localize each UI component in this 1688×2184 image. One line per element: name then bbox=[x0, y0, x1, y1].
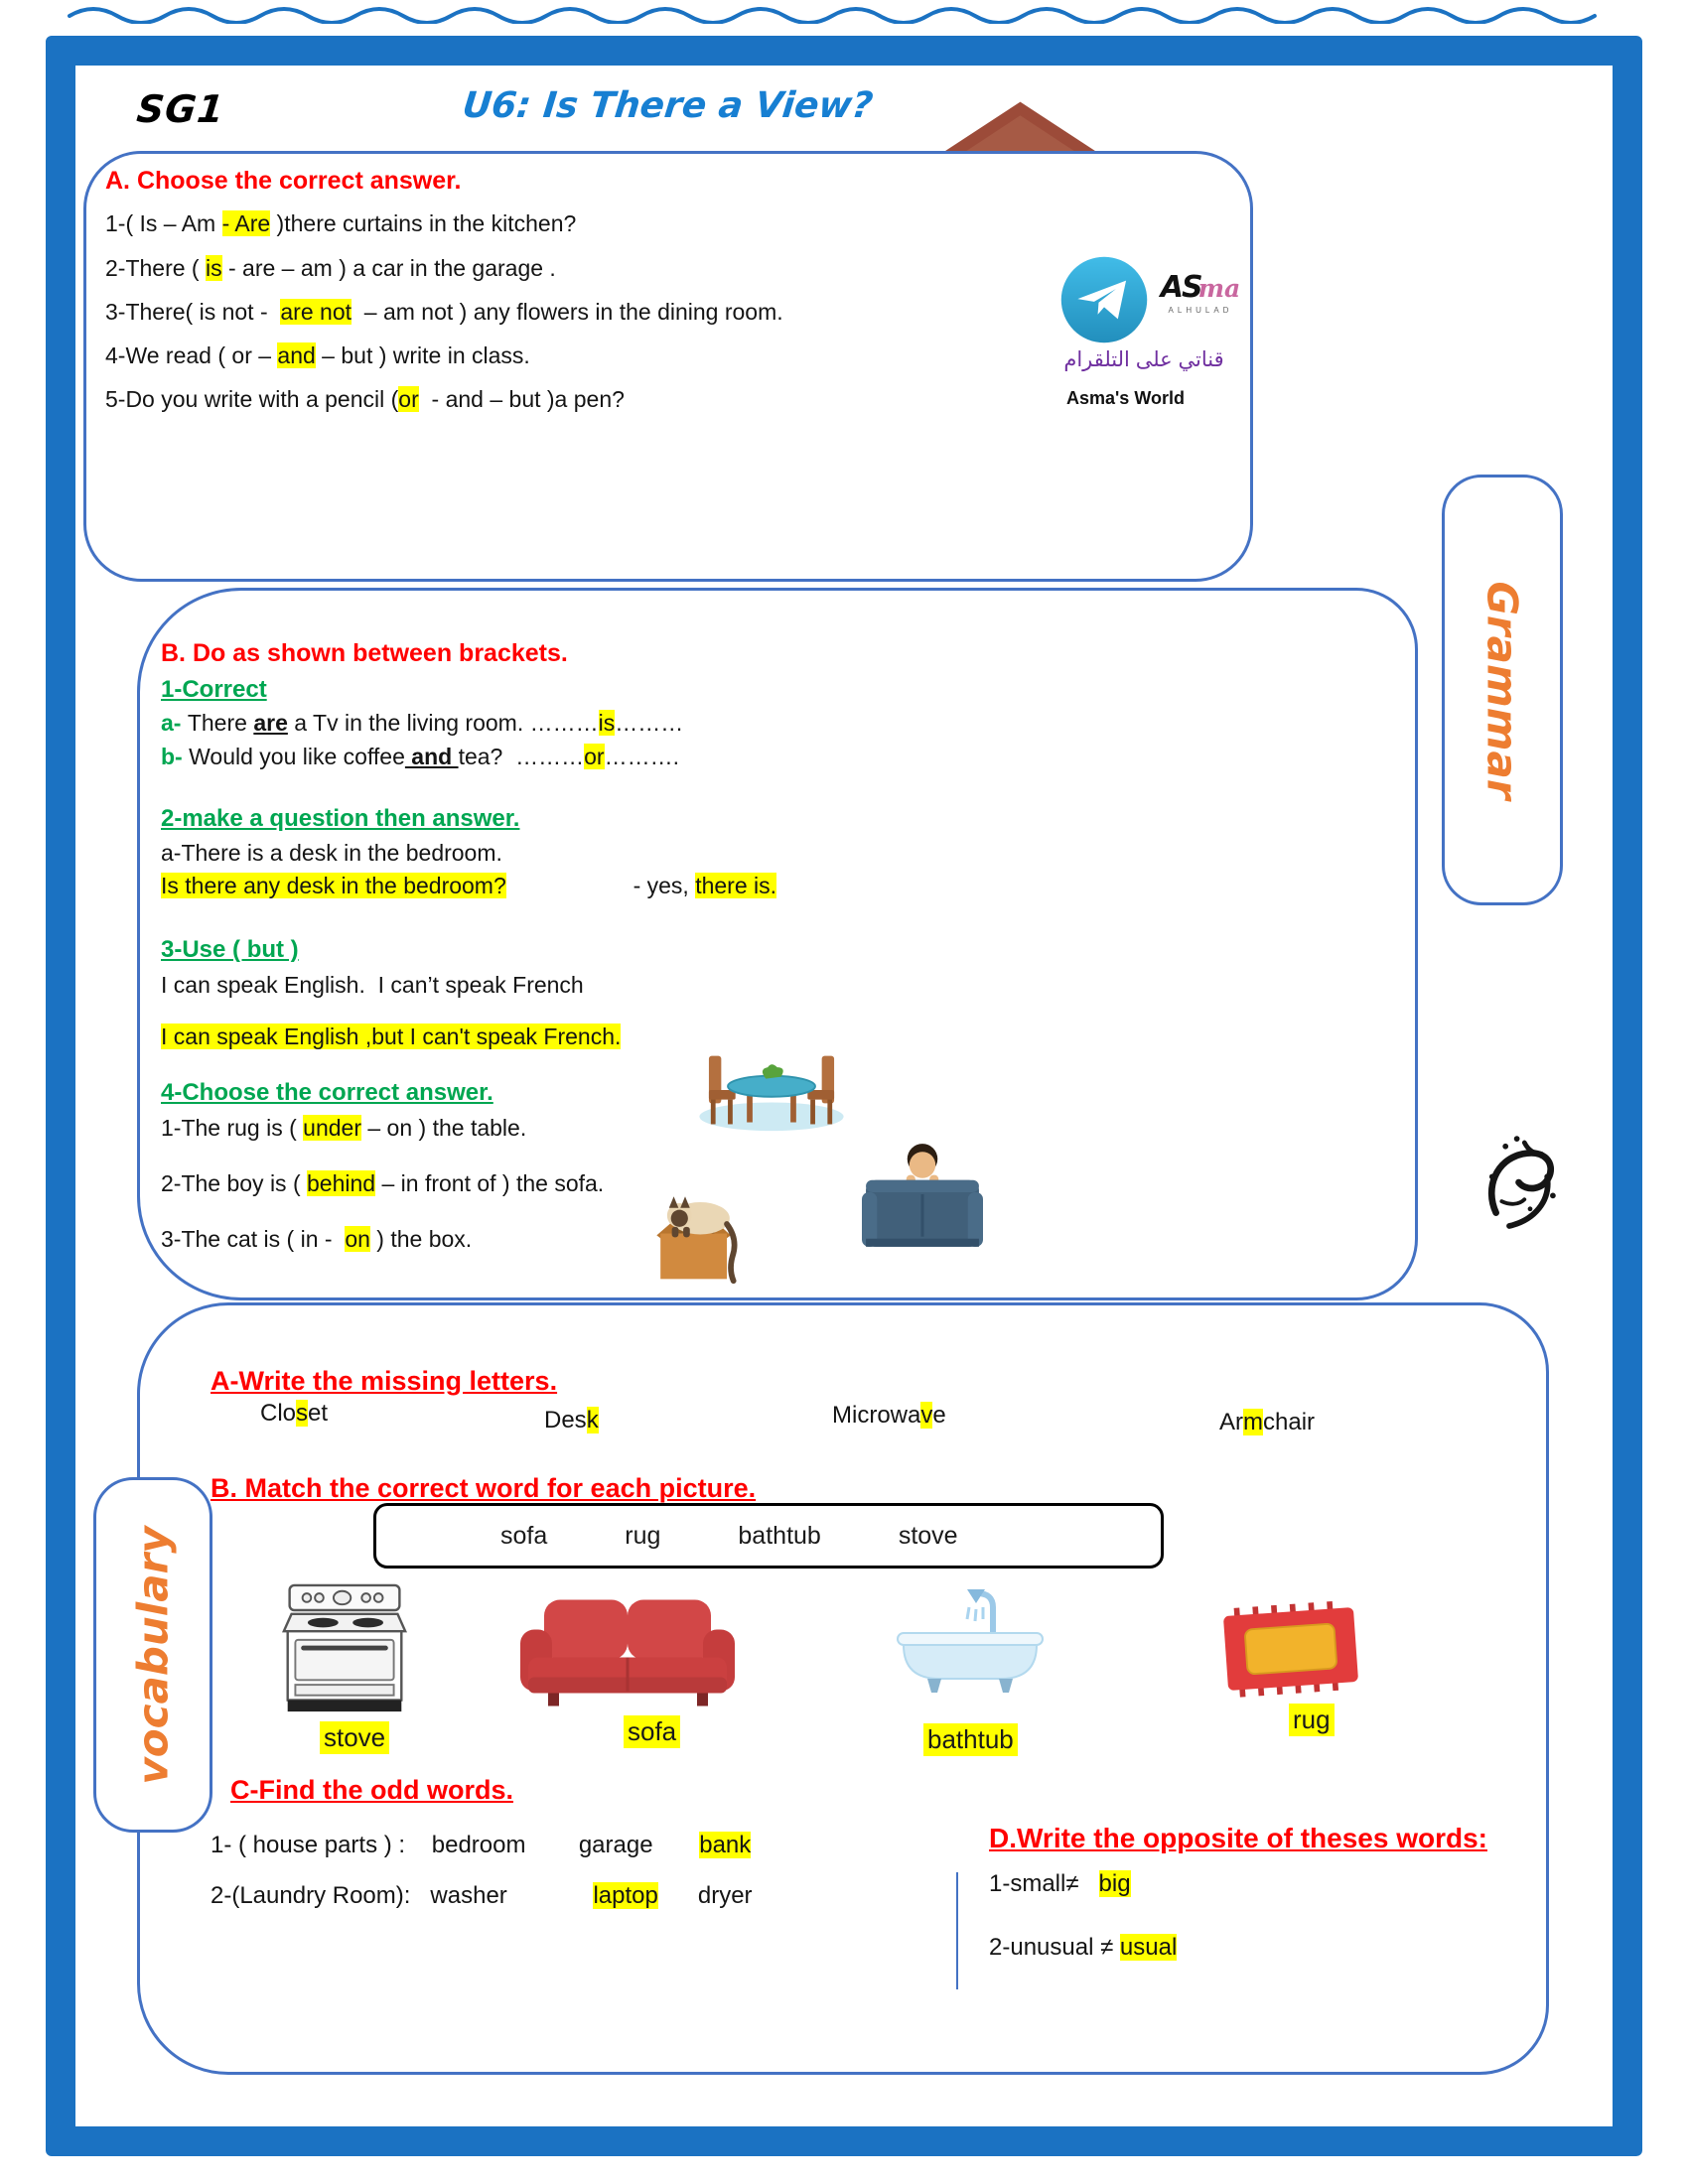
odd-words-item-2: 2-(Laundry Room): washer laptop dryer bbox=[211, 1882, 753, 1909]
asma-logo-monogram: AS bbox=[1160, 270, 1201, 305]
word-bank-item-stove: stove bbox=[898, 1521, 958, 1550]
picture-label-bathtub: bathtub bbox=[923, 1723, 1018, 1756]
boy-behind-sofa-image bbox=[862, 1136, 983, 1255]
cd-divider-line bbox=[956, 1872, 958, 1989]
part3-answer: I can speak English ,but I can't speak French. bbox=[161, 1024, 622, 1049]
part3-heading: 3-Use ( but ) bbox=[161, 936, 299, 963]
question-a4: 4-We read ( or – and – but ) write in class. bbox=[105, 342, 530, 368]
missing-word-desk: Desk bbox=[544, 1407, 599, 1433]
part4-heading: 4-Choose the correct answer. bbox=[161, 1079, 493, 1106]
missing-word-microwave: Microwave bbox=[832, 1402, 946, 1429]
part1-item-a: a- There are a Tv in the living room. ………is……… bbox=[161, 710, 684, 736]
word-bank-item-rug: rug bbox=[625, 1521, 661, 1550]
opposite-item-2: 2-unusual ≠ usual bbox=[989, 1934, 1178, 1961]
word-bank bbox=[373, 1503, 1164, 1569]
vocab-a-title: A-Write the missing letters. bbox=[211, 1366, 558, 1396]
question-a2: 2-There ( is - are – am ) a car in the garage . bbox=[105, 255, 556, 281]
asma-logo-subtext: ALHULAD bbox=[1168, 306, 1233, 315]
opposite-item-1: 1-small≠ big bbox=[989, 1870, 1131, 1897]
asma-logo bbox=[1156, 270, 1245, 315]
part3-prompt: I can speak English. I can’t speak French bbox=[161, 972, 584, 998]
section-a-title: A. Choose the correct answer. bbox=[105, 167, 462, 195]
grammar-side-box bbox=[1442, 475, 1563, 905]
part1-heading: 1-Correct bbox=[161, 676, 267, 703]
part4-question-1: 1-The rug is ( under – on ) the table. bbox=[161, 1115, 527, 1141]
part2-answer: Is there any desk in the bedroom? - yes, there is. bbox=[161, 873, 777, 898]
part2-heading: 2-make a question then answer. bbox=[161, 805, 520, 832]
section-b-title: B. Do as shown between brackets. bbox=[161, 639, 568, 667]
part4-question-3: 3-The cat is ( in - on ) the box. bbox=[161, 1226, 473, 1252]
question-a1: 1-( Is – Am - Are )there curtains in the kitchen? bbox=[105, 210, 577, 236]
asmas-world-label: Asma's World bbox=[1066, 388, 1185, 408]
vocab-d-title: D.Write the opposite of theses words: bbox=[989, 1823, 1487, 1853]
stove-image bbox=[280, 1578, 409, 1719]
telegram-icon bbox=[1058, 254, 1150, 345]
table-with-plant-image bbox=[693, 1048, 850, 1134]
missing-word-closet: Closet bbox=[260, 1400, 329, 1427]
bathtub-image bbox=[894, 1578, 1048, 1705]
part2-prompt: a-There is a desk in the bedroom. bbox=[161, 840, 502, 866]
arabic-calligraphy-stamp bbox=[1468, 1120, 1572, 1247]
vocabulary-label: vocabulary bbox=[128, 1525, 178, 1785]
question-a3: 3-There( is not - are not – am not ) any flowers in the dining room. bbox=[105, 299, 783, 325]
course-code: SG1 bbox=[134, 87, 227, 131]
page-title: U6: Is There a View? bbox=[460, 85, 875, 126]
telegram-channel-note: قناتي على التلقرام bbox=[1063, 348, 1224, 371]
rug-image bbox=[1216, 1600, 1365, 1698]
cat-on-box-image bbox=[643, 1183, 748, 1285]
picture-label-sofa: sofa bbox=[624, 1715, 680, 1748]
word-bank-item-sofa: sofa bbox=[500, 1521, 548, 1550]
asma-logo-script: ma bbox=[1197, 274, 1241, 303]
grammar-label: Grammar bbox=[1477, 580, 1527, 800]
part4-question-2: 2-The boy is ( behind – in front of ) the sofa. bbox=[161, 1170, 605, 1196]
sofa-image bbox=[518, 1594, 737, 1711]
question-a5: 5-Do you write with a pencil (or - and – but )a pen? bbox=[105, 386, 625, 412]
vocab-c-title: C-Find the odd words. bbox=[230, 1775, 513, 1805]
word-bank-item-bathtub: bathtub bbox=[738, 1521, 821, 1550]
vocabulary-side-box bbox=[93, 1477, 212, 1833]
part1-item-b: b- Would you like coffee and tea? ………or………. bbox=[161, 744, 679, 769]
odd-words-item-1: 1- ( house parts ) : bedroom garage bank bbox=[211, 1832, 752, 1858]
top-wave-decoration bbox=[66, 2, 1622, 24]
missing-word-armchair: Armchair bbox=[1219, 1409, 1316, 1435]
picture-label-rug: rug bbox=[1289, 1704, 1335, 1736]
picture-label-stove: stove bbox=[320, 1721, 389, 1754]
vocab-b-title: B. Match the correct word for each picture. bbox=[211, 1473, 757, 1503]
